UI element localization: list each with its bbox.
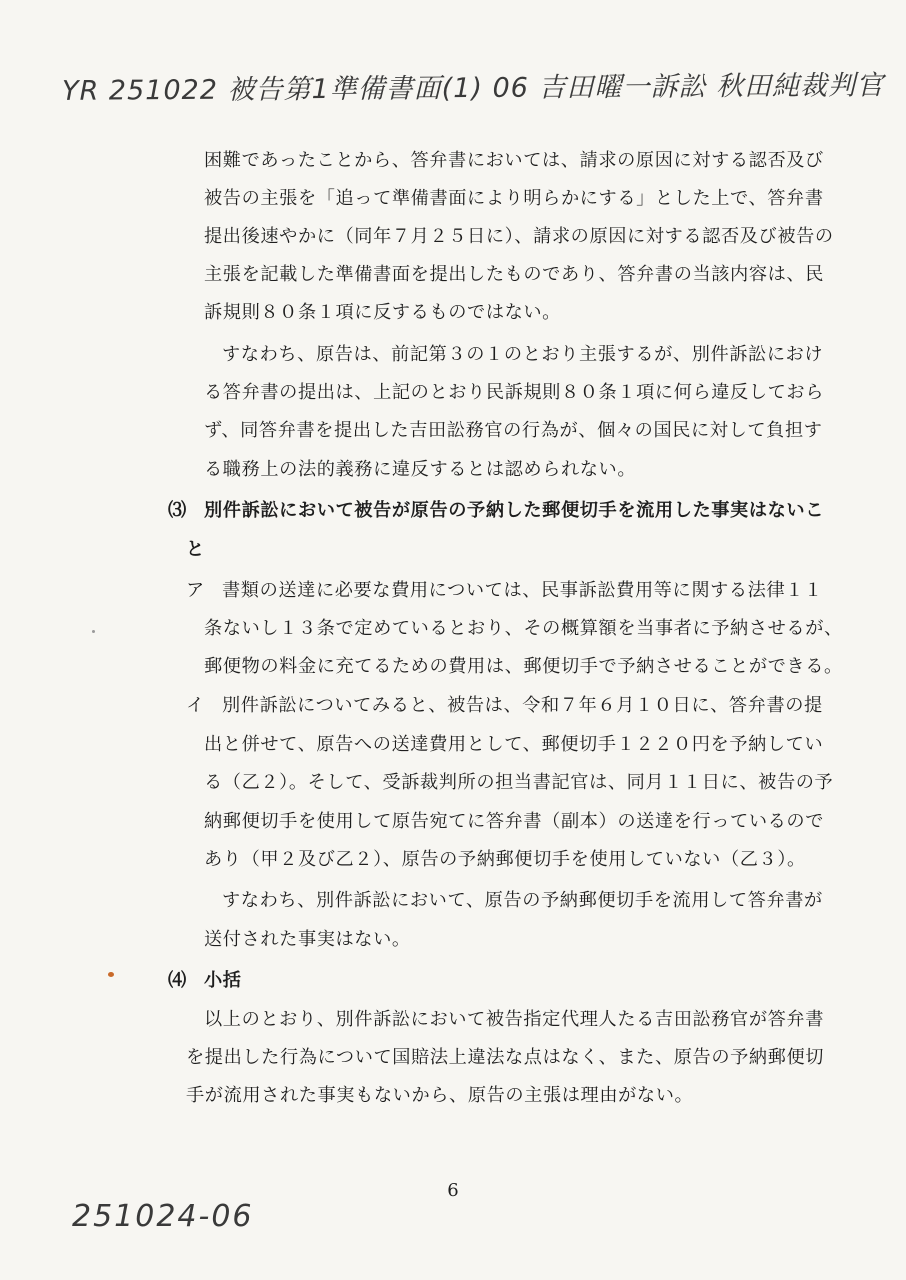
text-line: る（乙２）。そして、受訴裁判所の担当書記官は、同月１１日に、被告の予 (204, 772, 834, 793)
item-i-text: 別件訴訟についてみると、被告は、令和７年６月１０日に、答弁書の提 (222, 695, 823, 716)
text-line: 手が流用された事実もないから、原告の主張は理由がない。 (186, 1085, 694, 1106)
text-line: 提出後速やかに（同年７月２５日に）、請求の原因に対する認否及び被告の (204, 226, 834, 247)
text-line: 被告の主張を「追って準備書面により明らかにする」とした上で、答弁書 (204, 188, 824, 209)
text-line: 条ないし１３条で定めているとおり、その概算額を当事者に予納させるが、 (204, 618, 843, 639)
section-3-title: 別件訴訟において被告が原告の予納した郵便切手を流用した事実はないこ (204, 500, 824, 521)
item-a-marker: ア (186, 580, 205, 601)
text-line: 郵便物の料金に充てるための費用は、郵便切手で予納させることができる。 (204, 656, 843, 677)
page-number: 6 (447, 1180, 459, 1201)
section-3-heading-cont: と (186, 539, 205, 560)
text-line: 出と併せて、原告への送達費用として、郵便切手１２２０円を予納してい (204, 734, 824, 755)
text-line: る職務上の法的義務に違反するとは認められない。 (204, 459, 637, 480)
item-i-line (186, 691, 823, 721)
text-line: を提出した行為について国賠法上違法な点はなく、また、原告の予納郵便切 (186, 1047, 825, 1068)
text-line: る答弁書の提出は、上記のとおり民訴規則８０条１項に何ら違反しておら (204, 382, 824, 403)
text-line: 困難であったことから、答弁書においては、請求の原因に対する認否及び (204, 150, 824, 171)
handwritten-footer-note: 251024-06 (72, 1199, 254, 1234)
text-line: あり（甲２及び乙２）、原告の予納郵便切手を使用していない（乙３）。 (204, 849, 806, 870)
text-line: 送付された事実はない。 (204, 929, 411, 950)
text-line: 以上のとおり、別件訴訟において被告指定代理人たる吉田訟務官が答弁書 (204, 1009, 824, 1030)
paper-speck (108, 972, 114, 977)
item-a-text: 書類の送達に必要な費用については、民事訴訟費用等に関する法律１１ (222, 580, 823, 601)
text-line: 訴規則８０条１項に反するものではない。 (204, 302, 561, 323)
text-line: 主張を記載した準備書面を提出したものであり、答弁書の当該内容は、民 (204, 264, 824, 285)
section-3-heading (168, 496, 824, 526)
item-a-line (186, 576, 823, 606)
handwritten-header-note: YR 251022 被告第1準備書面(1) 06 吉田曜一訴訟 秋田純裁判官 (61, 70, 885, 107)
paper-speck (92, 630, 95, 633)
item-i-marker: イ (186, 695, 205, 716)
text-line: すなわち、原告は、前記第３の１のとおり主張するが、別件訴訟におけ (222, 344, 824, 365)
section-4-heading (168, 966, 242, 996)
section-4-number: ⑷ (168, 970, 187, 991)
text-line: すなわち、別件訴訟において、原告の予納郵便切手を流用して答弁書が (222, 890, 823, 911)
text-line: ず、同答弁書を提出した吉田訟務官の行為が、個々の国民に対して負担す (204, 420, 823, 441)
text-line: 納郵便切手を使用して原告宛てに答弁書（副本）の送達を行っているので (204, 811, 824, 832)
section-3-number: ⑶ (168, 500, 187, 521)
section-4-title: 小括 (204, 970, 242, 991)
